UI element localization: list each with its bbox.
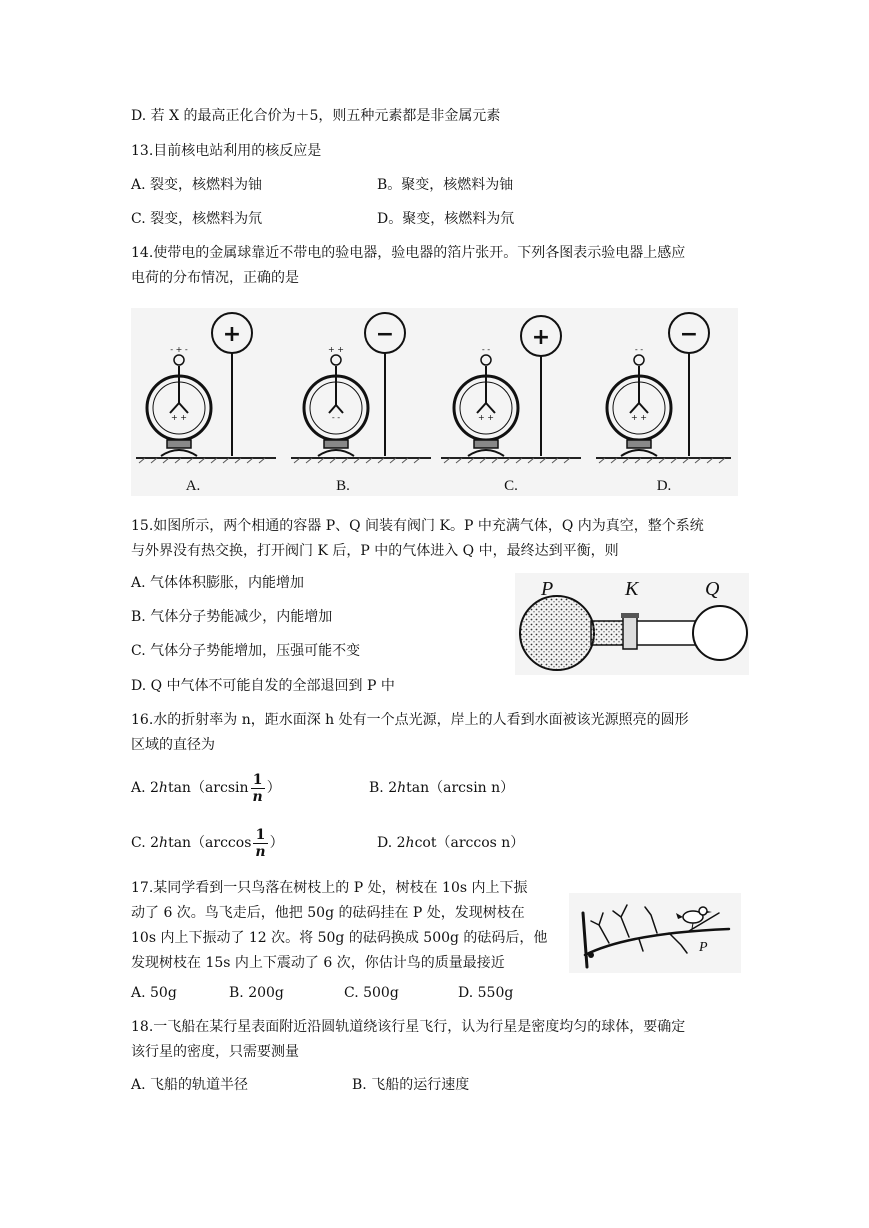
q17-line3: 10s 内上下振动了 12 次。将 50g 的砝码换成 500g 的砝码后，他 bbox=[131, 930, 548, 946]
containers-pq-figure bbox=[515, 573, 749, 675]
q15-option-a: A. 气体体积膨胀，内能增加 bbox=[131, 575, 305, 591]
q16-stem-line1: 16.水的折射率为 n，距水面深 h 处有一个点光源，岸上的人看到水面被该光源照亮的圆形 bbox=[131, 712, 689, 728]
label-q: Q bbox=[705, 578, 720, 600]
q18-stem-line1: 18.一飞船在某行星表面附近沿圆轨道绕该行星飞行，认为行星是密度均匀的球体，要确定 bbox=[131, 1019, 686, 1035]
figure-label-a: A. bbox=[185, 478, 201, 494]
q13-option-a: A. 裂变，核燃料为铀 bbox=[131, 177, 263, 193]
q13-option-c: C. 裂变，核燃料为氘 bbox=[131, 211, 263, 227]
svg-text:- -: - - bbox=[634, 345, 644, 354]
q17-option-a: A. 50g bbox=[131, 985, 177, 1001]
q13-option-d: D。聚变，核燃料为氘 bbox=[377, 211, 515, 227]
electroscope-figure bbox=[131, 308, 738, 496]
q17-line4: 发现树枝在 15s 内上下震动了 6 次，你估计鸟的质量最接近 bbox=[131, 955, 505, 971]
label-k: K bbox=[625, 578, 639, 600]
q17-option-b: B. 200g bbox=[229, 985, 284, 1001]
q18-option-b: B. 飞船的运行速度 bbox=[352, 1077, 470, 1093]
figure-label-c: C. bbox=[504, 478, 518, 494]
svg-text:- + -: - + - bbox=[170, 345, 188, 354]
q18-option-a: A. 飞船的轨道半径 bbox=[131, 1077, 249, 1093]
label-p: P bbox=[541, 578, 554, 600]
q16-option-a: A. 2htan（arcsin $\frac{1}{n}$ ） bbox=[131, 771, 281, 805]
q16-option-c: C. 2htan（arccos $\frac{1}{n}$ ） bbox=[131, 826, 284, 860]
q14-stem-line2: 电荷的分布情况，正确的是 bbox=[131, 270, 299, 286]
ball-sign-c: + bbox=[531, 325, 551, 350]
q17-option-c: C. 500g bbox=[344, 985, 399, 1001]
option-d-prev: D. 若 X 的最高正化合价为＋5，则五种元素都是非金属元素 bbox=[131, 108, 501, 124]
figure-label-d: D. bbox=[656, 478, 672, 494]
svg-text:+ +: + + bbox=[478, 413, 494, 422]
ball-sign-b: − bbox=[375, 322, 395, 347]
q17-line2: 动了 6 次。鸟飞走后，他把 50g 的砝码挂在 P 处，发现树枝在 bbox=[131, 905, 525, 921]
bird-branch-figure bbox=[569, 893, 741, 973]
ball-sign-a: + bbox=[222, 322, 242, 347]
q16-option-b: B. 2htan（arcsin n） bbox=[369, 780, 515, 796]
figure-label-b: B. bbox=[336, 478, 350, 494]
q15-stem-line1: 15.如图所示，两个相通的容器 P、Q 间装有阀门 K。P 中充满气体，Q 内为真空，整个系统 bbox=[131, 518, 704, 534]
svg-text:+ +: + + bbox=[171, 413, 187, 422]
q15-option-d: D. Q 中气体不可能自发的全部退回到 P 中 bbox=[131, 678, 395, 694]
q17-line1: 17.某同学看到一只鸟落在树枝上的 P 处，树枝在 10s 内上下振 bbox=[131, 880, 528, 896]
svg-text:- -: - - bbox=[481, 345, 491, 354]
q16-option-d: D. 2hcot（arccos n） bbox=[377, 835, 525, 851]
label-p-branch: P bbox=[699, 940, 708, 955]
q15-option-b: B. 气体分子势能减少，内能增加 bbox=[131, 609, 333, 625]
q17-option-d: D. 550g bbox=[458, 985, 514, 1001]
q16-stem-line2: 区域的直径为 bbox=[131, 737, 215, 753]
svg-text:+ +: + + bbox=[328, 345, 344, 354]
svg-text:- -: - - bbox=[331, 413, 341, 422]
q13-stem: 13.目前核电站利用的核反应是 bbox=[131, 143, 322, 159]
svg-text:+ +: + + bbox=[631, 413, 647, 422]
q13-option-b: B。聚变，核燃料为铀 bbox=[377, 177, 514, 193]
ball-sign-d: − bbox=[679, 322, 699, 347]
q15-option-c: C. 气体分子势能增加，压强可能不变 bbox=[131, 643, 361, 659]
q18-stem-line2: 该行星的密度，只需要测量 bbox=[131, 1044, 299, 1060]
q14-stem-line1: 14.使带电的金属球靠近不带电的验电器，验电器的箔片张开。下列各图表示验电器上感应 bbox=[131, 245, 686, 261]
q15-stem-line2: 与外界没有热交换，打开阀门 K 后，P 中的气体进入 Q 中，最终达到平衡，则 bbox=[131, 543, 619, 559]
